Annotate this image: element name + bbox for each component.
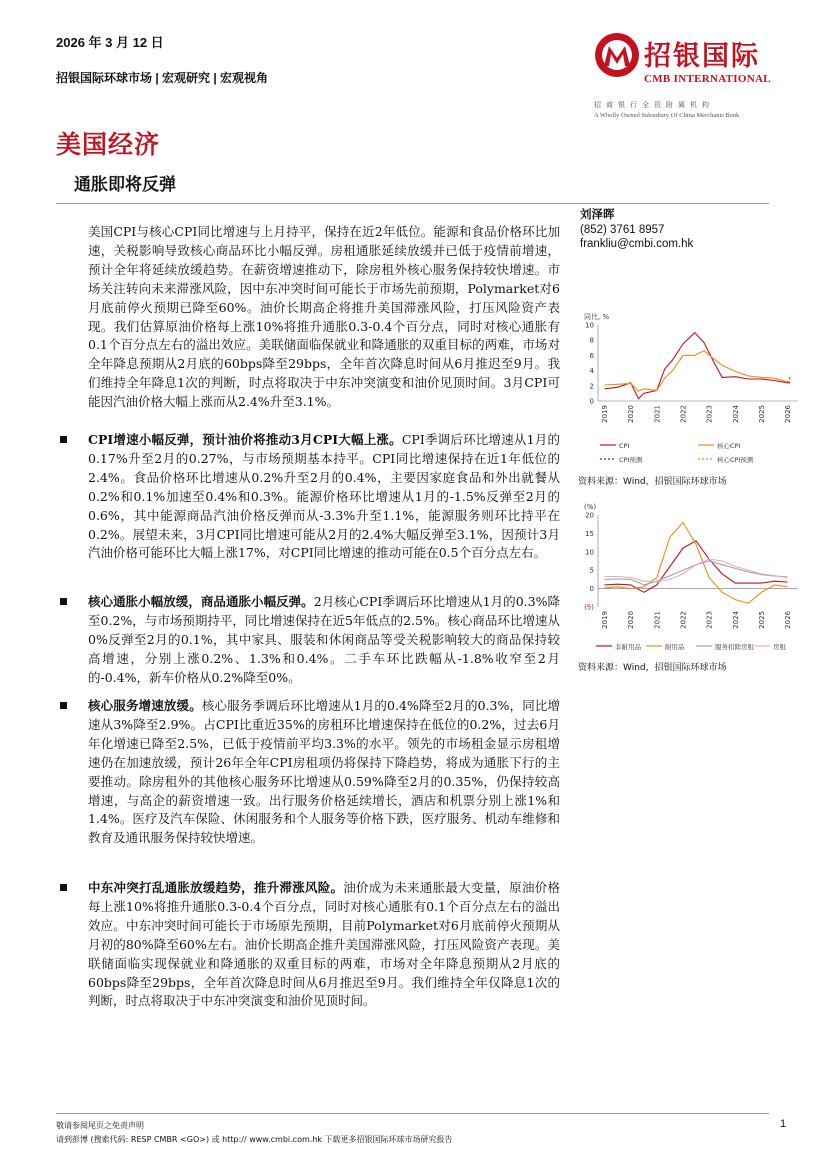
chart-cpi-source: 资料来源：Wind，招银国际环球市场 (578, 477, 727, 487)
x-tick-label: 2025 (757, 405, 766, 423)
y-tick-label: 10 (585, 321, 594, 330)
bullet-square-icon (60, 436, 67, 443)
bullet-square-icon (60, 598, 67, 605)
legend-label: 核心CPI (717, 442, 741, 450)
analyst-phone: (852) 3761 8957 (580, 223, 665, 236)
x-tick-label: 2024 (731, 405, 740, 423)
bullet-square-icon (60, 702, 67, 709)
logo-name-cn: 招银国际 (644, 41, 760, 72)
x-tick-label: 2023 (705, 405, 714, 423)
y-tick-label: 2 (589, 382, 594, 391)
x-tick-label: 2022 (679, 611, 688, 629)
analyst-block (580, 208, 693, 252)
chart-components (578, 503, 804, 678)
header-divider (56, 203, 769, 204)
bullet-text: 2月核心CPI季调后环比增速从1月的0.3%降至0.2%，与市场预期持平，同比增速保持在近5年低点的2.5%。核心商品环比增速从0%反弹至2月的0.1%，其中家具、服装和休闲商品等受关税影响较大的商品保持较高增速，分别上涨0.2%、1.3%和0.4%。二手车环比跌幅从-1.8%收窄至2月的-0.4%，新车价格从0.2%降至0%。 (88, 594, 560, 685)
y-tick-label: 8 (589, 336, 594, 345)
bullet-heading: CPI增速小幅反弹，预计油价将推动3月CPI大幅上涨。 (88, 432, 402, 447)
legend-label: 服务扣除房租 (715, 643, 754, 651)
y-tick-label: 20 (585, 511, 594, 520)
y-axis-unit-label: 同比, % (584, 313, 610, 321)
bullet-body (88, 593, 560, 688)
y-axis-unit-label: (%) (584, 503, 597, 511)
bullet-text: 核心服务季调后环比增速从1月的0.4%降至2月的0.3%，同比增速从3%降至2.9%。占CPI比重近35%的房租环比增速保持在低位的0.2%，过去6月年化增速已降至2.5%，已低于疫情前平均3.3%的水平。领先的市场租金显示房租增速仍在加速放缓，预计26年全年CPI房租项仍将保持下降趋势，将成为通胀下行的主要推动。除房租外的其他核心服务环比增速从0.59%降至2月的0.35%，仍保持较高增速，与高企的薪资增速一致。出行服务价格延续增长，酒店和机票分别上涨1%和1.4%。医疗及汽车保险、休闲服务和个人服务等价格下跌，医疗服务、机动车维修和教育及通讯服务保持较快增速。 (88, 698, 560, 846)
analyst-email[interactable]: frankliu@cmbi.com.hk (580, 238, 694, 250)
x-tick-label: 2024 (731, 611, 740, 629)
report-subtitle: 通胀即将反弹 (74, 175, 176, 195)
bullet-heading: 核心服务增速放缓。 (88, 698, 202, 713)
bullet-heading: 中东冲突打乱通胀放缓趋势，推升滞涨风险。 (88, 880, 344, 895)
analyst-name: 刘泽晖 (580, 209, 615, 221)
legend-label: 房租 (773, 643, 786, 651)
footer-divider (56, 1113, 769, 1114)
chart-cpi-svg (578, 308, 804, 468)
legend-label: CPI (619, 442, 630, 450)
y-tick-label: 4 (589, 367, 594, 376)
bullet-body (88, 697, 560, 848)
series-line-1 (605, 351, 791, 391)
y-tick-label: 0 (589, 397, 594, 406)
bullet-text: CPI季调后环比增速从1月的0.17%升至2月的0.27%，与市场预期基本持平。CPI同比增速保持在近1年低位的2.4%。食品价格环比增速从0.2%升至2月的0.4%，主要因家庭食品和外出就餐从0.2%和0.1%加速至0.4%和0.3%。能源价格环比增速从1月的-1.5%反弹至2月的0.6%，其中能源商品汽油价格反弹而从-3.3%升至1.1%，能源服务则环比持平在0.2%。展望未来，3月CPI同比增速可能从2月的2.4%大幅反弹至3.1%，因预计3月汽油价格可能环比大幅上涨17%，对CPI同比增速的推动可能在0.5个百分点左右。 (88, 432, 561, 561)
footer-disclaimer: 敬请参阅尾页之免责声明 (56, 1121, 144, 1130)
x-tick-label: 2021 (653, 405, 662, 423)
x-tick-label: 2019 (601, 611, 610, 629)
y-tick-label: (5) (584, 603, 594, 612)
y-tick-label: 5 (589, 566, 594, 575)
legend-label: CPI预测 (619, 456, 643, 464)
y-tick-label: 6 (589, 351, 594, 360)
x-tick-label: 2021 (653, 611, 662, 629)
department-line: 招银国际环球市场 | 宏观研究 | 宏观视角 (56, 71, 269, 85)
logo-emblem-icon (594, 32, 640, 78)
report-date: 2026 年 3 月 12 日 (56, 35, 164, 50)
series-line-1 (605, 522, 788, 603)
x-tick-label: 2019 (601, 405, 610, 423)
series-line-0 (605, 333, 791, 399)
logo-name-en: CMB INTERNATIONAL (644, 73, 771, 85)
x-tick-label: 2026 (784, 405, 793, 423)
intro-paragraph: 美国CPI与核心CPI同比增速与上月持平，保持在近2年低位。能源和食品价格环比加速，关税影响导致核心商品环比小幅反弹。房租通胀延续放缓并已低于疫情前增速，预计全年将延续放缓趋势。在薪资增速推动下，除房租外核心服务保持较快增速。市场关注转向未来滞涨风险，因中东冲突时间可能长于市场先前预期，Polymarket对6月底前停火预期已降至60%。油价长期高企将推升美国滞涨风险，打压风险资产表现。我们估算原油价格每上涨10%将推升通胀0.3-0.4个百分点，同时对核心通胀有0.1个百分点左右的溢出效应。美联储面临保就业和降通胀的双重目标的两难，市场对全年降息预期从2月底的60bps降至29bps，全年首次降息时间从6月推迟至9月。我们维持全年降息1次的判断，时点将取决于中东冲突演变和油价见顶时间。3月CPI可能因汽油价格大幅上涨而从2.4%升至3.1%。 (88, 224, 560, 410)
legend-label: 耐用品 (665, 643, 685, 651)
bullet-square-icon (60, 884, 67, 891)
report-title: 美国经济 (56, 130, 161, 159)
y-tick-label: 0 (589, 585, 594, 594)
legend-label: 核心CPI预测 (717, 456, 754, 464)
series-line-0 (605, 541, 788, 593)
bullet-body (88, 879, 560, 1011)
footer-link[interactable]: 请到彭博 (搜索代码: RESP CMBR <GO>) 或 http:// www.cmbi.com.hk 下载更多招银国际环球市场研究报告 (56, 1135, 453, 1144)
bullet-text: 油价成为未来通胀最大变量，原油价格每上涨10%将推升通胀0.3-0.4个百分点，同时对核心通胀有0.1个百分点左右的溢出效应。中东冲突时间可能长于市场原先预期，目前Polymarket对6月底前停火预期从月初的80%降至60%左右。油价长期高企推升美国滞涨风险，打压风险资产表现。美联储面临实现保就业和降通胀的双重目标的两难，市场对全年降息预期从2月底的60bps降至29bps，全年首次降息时间从6月推迟至9月。我们维持全年仅降息1次的判断，时点将取决于中东冲突演变和油价见顶时间。 (88, 880, 560, 1009)
x-tick-label: 2020 (627, 611, 636, 629)
x-tick-label: 2025 (757, 611, 766, 629)
x-tick-label: 2020 (627, 405, 636, 423)
y-tick-label: 10 (585, 548, 594, 557)
bullet-heading: 核心通胀小幅放缓，商品通胀小幅反弹。 (88, 594, 314, 609)
page-number: 1 (780, 1118, 787, 1130)
logo-tagline-cn: 招商银行全资附属机构 (594, 101, 714, 109)
chart-components-source: 资料来源：Wind，招银国际环球市场 (578, 663, 727, 673)
x-tick-label: 2026 (784, 611, 793, 629)
legend-label: 非耐用品 (615, 643, 641, 651)
y-tick-label: 15 (585, 529, 594, 538)
chart-components-svg (578, 503, 804, 655)
bullet-body (88, 431, 560, 563)
x-tick-label: 2022 (679, 405, 688, 423)
logo-tagline-en: A Wholly Owned Subsidiary Of China Merchants Bank (594, 112, 740, 119)
series-line-3 (605, 559, 788, 582)
company-logo (590, 30, 780, 125)
x-tick-label: 2023 (705, 611, 714, 629)
chart-cpi (578, 308, 804, 488)
